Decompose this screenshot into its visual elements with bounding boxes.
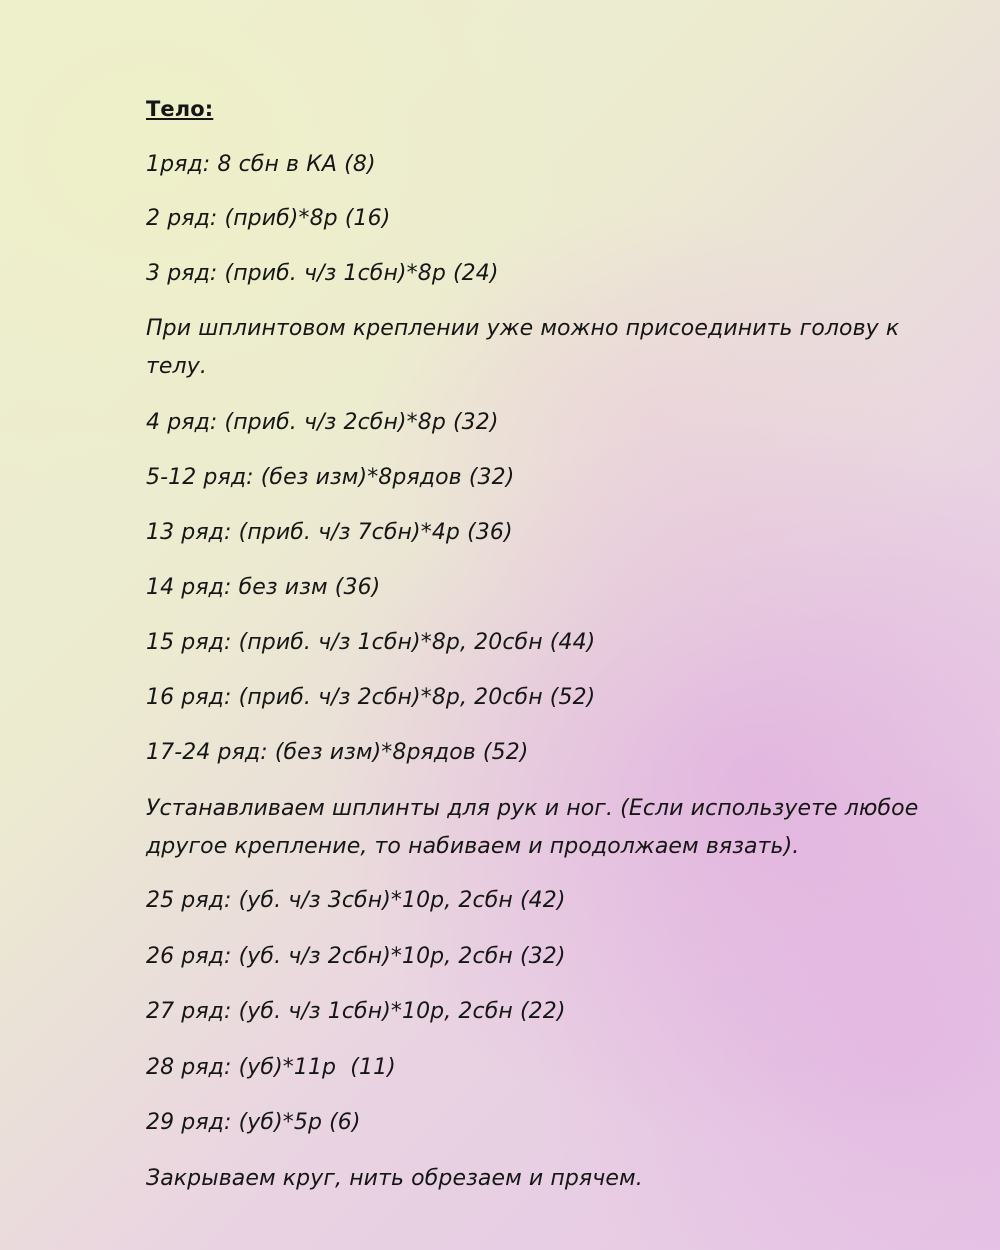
row-line: 28 ряд: (уб)*11р (11) xyxy=(146,1055,396,1080)
row-line: 5-12 ряд: (без изм)*8рядов (32) xyxy=(146,465,515,490)
row-line: 27 ряд: (уб. ч/з 1сбн)*10р, 2сбн (22) xyxy=(146,999,566,1024)
note-text: При шплинтовом креплении уже можно присоединить голову к телу. xyxy=(146,316,900,379)
row-line: 1ряд: 8 сбн в КА (8) xyxy=(146,152,376,177)
row-line: 2 ряд: (приб)*8р (16) xyxy=(146,206,391,231)
row-line: 3 ряд: (приб. ч/з 1сбн)*8р (24) xyxy=(146,261,499,286)
row-line: 13 ряд: (приб. ч/з 7сбн)*4р (36) xyxy=(146,520,513,545)
row-line: 17-24 ряд: (без изм)*8рядов (52) xyxy=(146,740,529,765)
row-line: 16 ряд: (приб. ч/з 2сбн)*8р, 20сбн (52) xyxy=(146,685,596,710)
row-line: 15 ряд: (приб. ч/з 1сбн)*8р, 20сбн (44) xyxy=(146,630,596,655)
row-line: 29 ряд: (уб)*5р (6) xyxy=(146,1110,361,1135)
row-line: 14 ряд: без изм (36) xyxy=(146,575,381,600)
closing-text: Закрываем круг, нить обрезаем и прячем. xyxy=(146,1166,643,1191)
note-text: Устанавливаем шплинты для рук и ног. (Если используете любое другое крепление, то набиваем и продолжаем вязать). xyxy=(146,796,919,859)
row-line: 26 ряд: (уб. ч/з 2сбн)*10р, 2сбн (32) xyxy=(146,944,566,969)
row-line: 25 ряд: (уб. ч/з 3сбн)*10р, 2сбн (42) xyxy=(146,888,566,913)
row-line: 4 ряд: (приб. ч/з 2сбн)*8р (32) xyxy=(146,410,499,435)
section-title: Тело: xyxy=(146,97,214,121)
